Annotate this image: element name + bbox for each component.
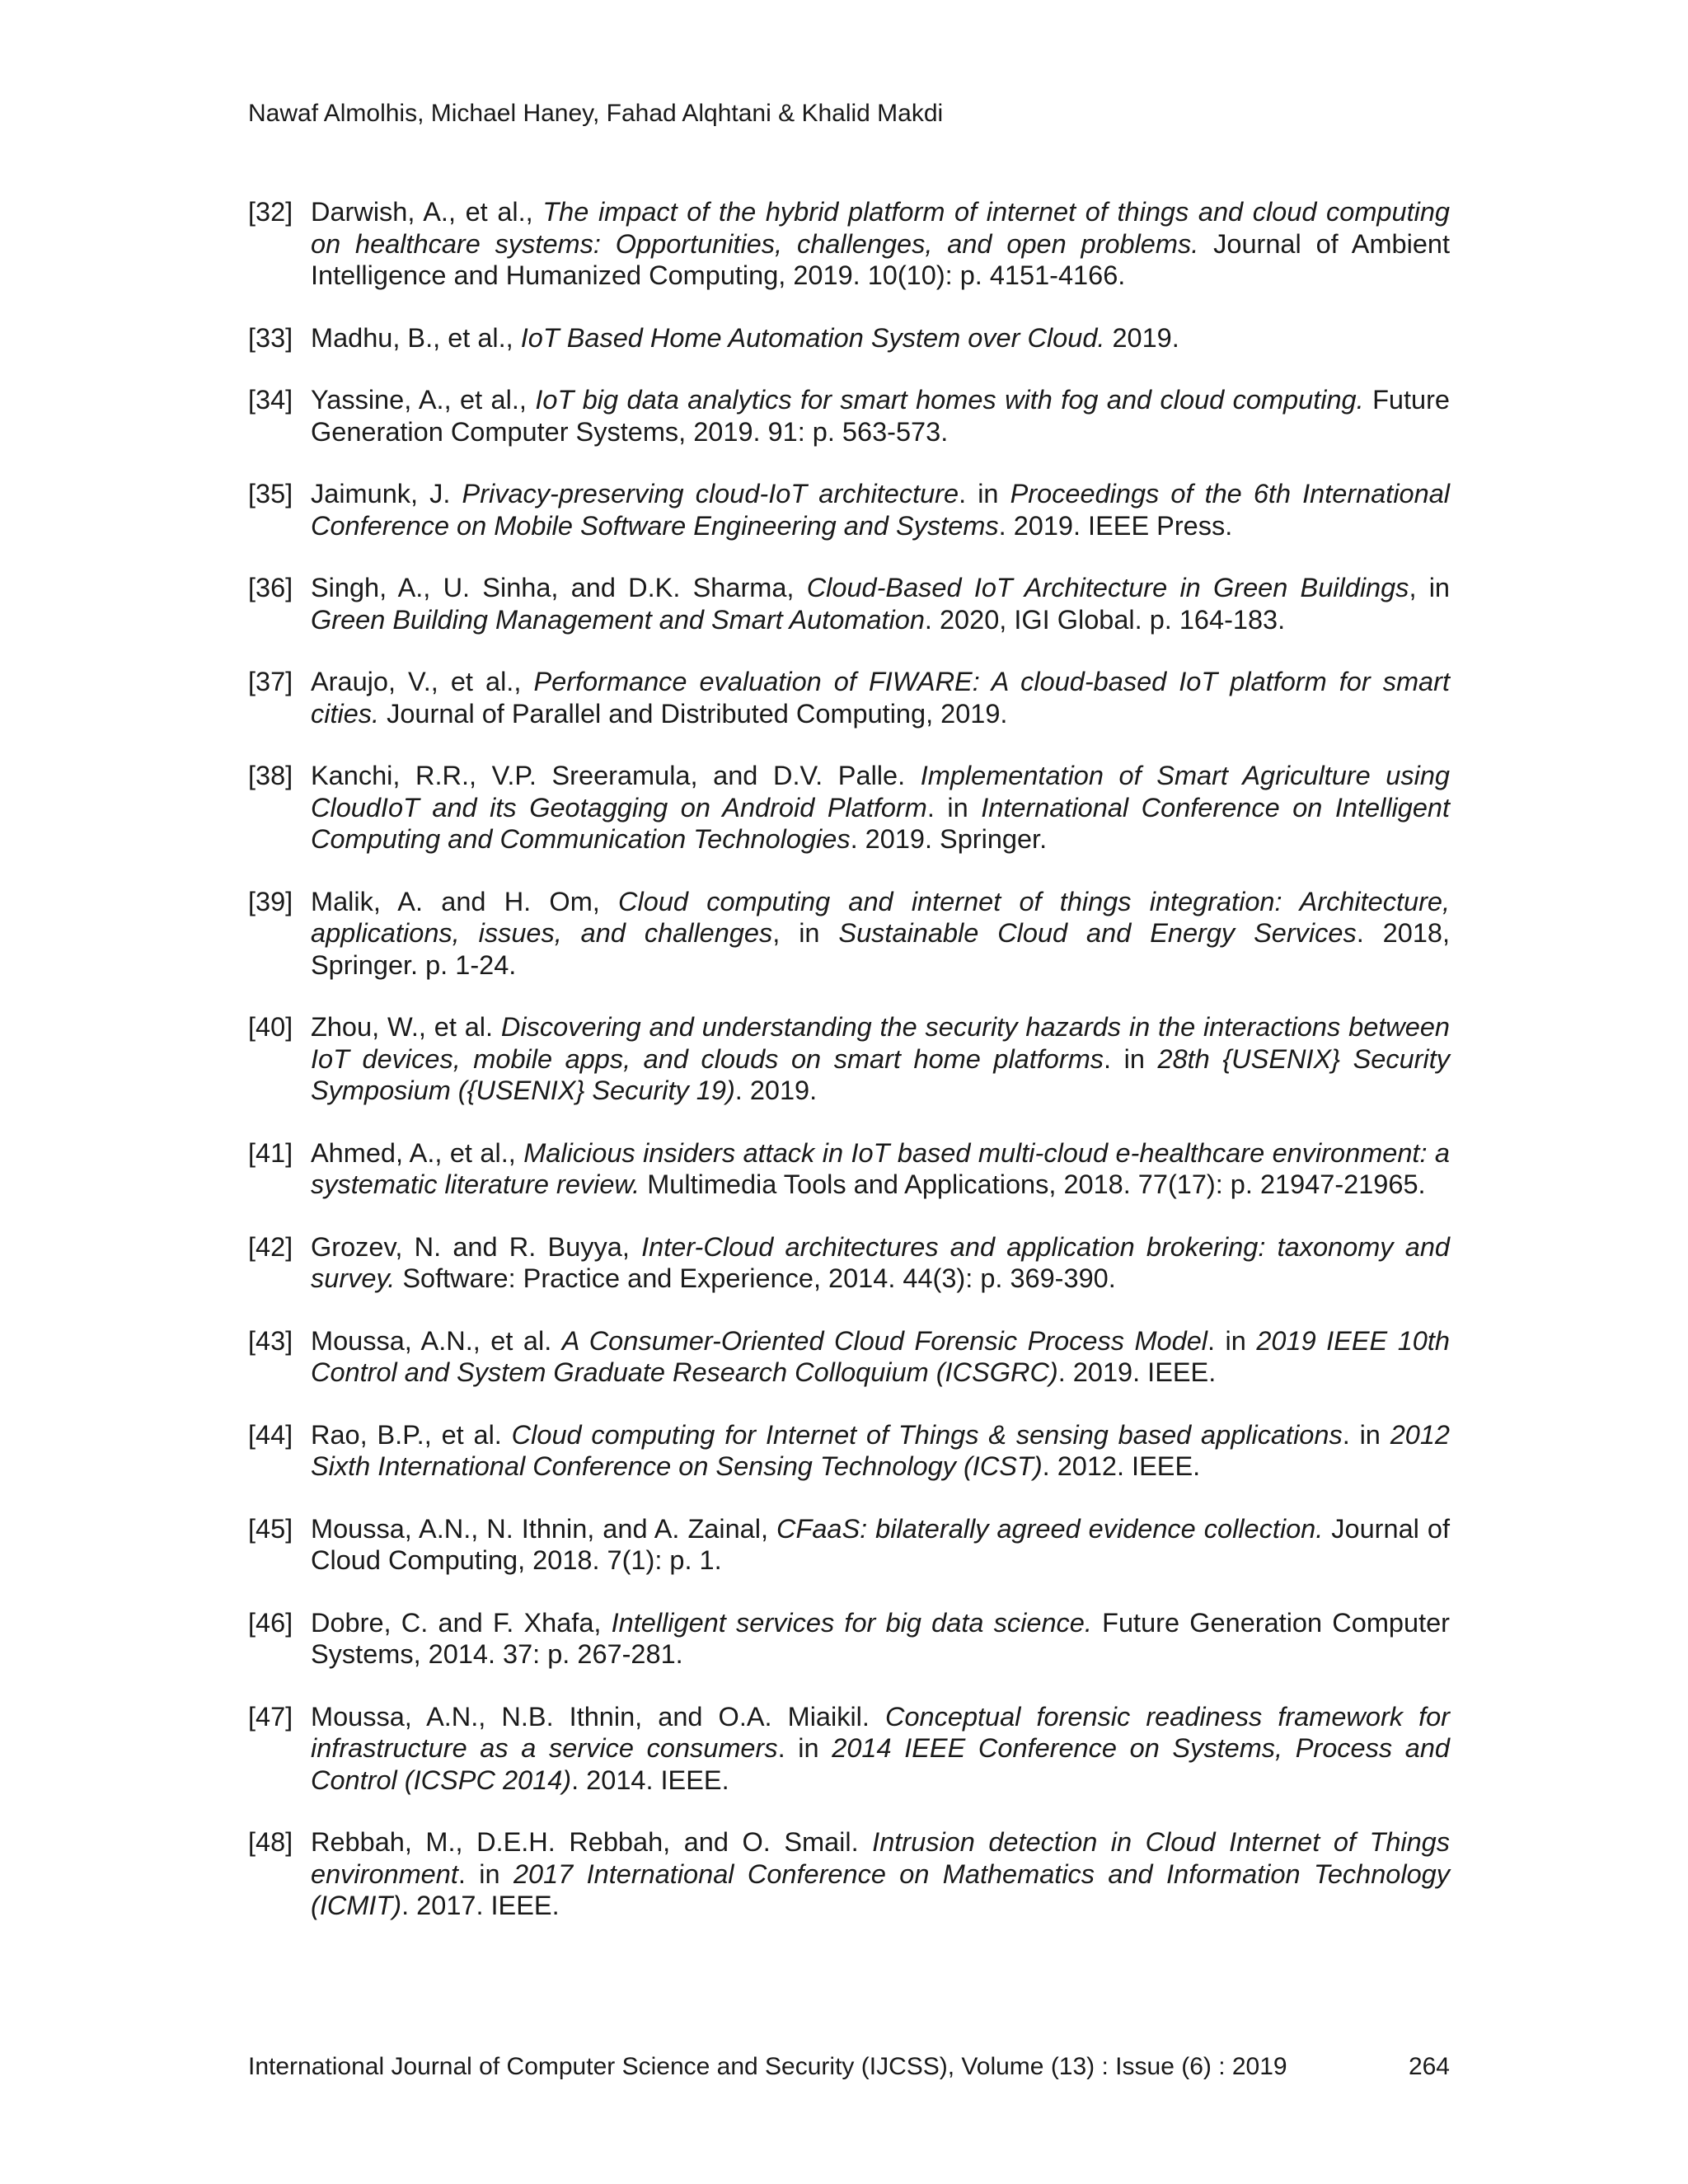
reference-title-segment: Green Building Management and Smart Automation [311, 604, 925, 635]
reference-entry [248, 1011, 1450, 1107]
reference-text [311, 322, 1450, 354]
reference-entry [248, 196, 1450, 292]
reference-title-segment: 2012 Sixth International Conference on Sensing Technology (ICST) [311, 1419, 1451, 1481]
reference-text [311, 1607, 1450, 1671]
reference-title-segment: Cloud computing for Internet of Things & sensing based applications [511, 1419, 1343, 1450]
reference-number: [43] [248, 1325, 293, 1356]
reference-number: [35] [248, 479, 293, 509]
reference-number: [42] [248, 1231, 293, 1262]
reference-title-segment: Implementation of Smart Agriculture using CloudIoT and its Geotagging on Android Platform [311, 761, 1450, 823]
reference-entry [248, 886, 1450, 982]
reference-plain-segment: Future Generation Computer Systems, 2019. 91: p. 563-573. [311, 385, 1450, 447]
reference-plain-segment: . 2017. IEEE. [401, 1891, 560, 1920]
reference-title-segment: Cloud-Based IoT Architecture in Green Buildings [806, 573, 1409, 602]
reference-plain-segment: Moussa, A.N., N. Ithnin, and A. Zainal, [311, 1513, 776, 1544]
reference-entry [248, 1419, 1450, 1483]
reference-entry [248, 572, 1450, 635]
reference-title-segment: International Conference on Intelligent Computing and Communication Technologies [311, 792, 1451, 854]
reference-number: [32] [248, 197, 293, 227]
reference-title-segment: Discovering and understanding the security hazards in the interactions between IoT devices, mobile apps, and clouds on smart home platforms [311, 1012, 1450, 1074]
reference-plain-segment: . 2020, IGI Global. p. 164-183. [924, 604, 1286, 635]
reference-text [311, 1325, 1450, 1389]
reference-title-segment: Inter-Cloud architectures and application brokering: taxonomy and survey. [311, 1231, 1450, 1293]
reference-number: [36] [248, 573, 293, 602]
reference-plain-segment: , in [1409, 573, 1451, 602]
reference-plain-segment: Zhou, W., et al. [311, 1012, 501, 1042]
reference-title-segment: IoT Based Home Automation System over Cloud. [520, 322, 1105, 353]
reference-plain-segment: Ahmed, A., et al., [311, 1137, 524, 1168]
reference-title-segment: Conceptual forensic readiness framework for infrastructure as a service consumers [311, 1701, 1450, 1763]
reference-number: [38] [248, 761, 293, 790]
reference-text [311, 196, 1450, 292]
reference-plain-segment: Journal of Parallel and Distributed Computing, 2019. [379, 698, 1008, 729]
reference-entry [248, 1137, 1450, 1201]
reference-plain-segment: Dobre, C. and F. Xhafa, [311, 1607, 612, 1638]
reference-plain-segment: . 2018, Springer. p. 1-24. [311, 918, 1451, 980]
reference-entry [248, 760, 1450, 855]
reference-text [311, 572, 1450, 635]
reference-text [311, 886, 1450, 982]
reference-text [311, 478, 1450, 541]
reference-number: [39] [248, 886, 293, 916]
reference-number: [37] [248, 667, 293, 696]
reference-plain-segment: Journal of Ambient Intelligence and Humanized Computing, 2019. 10(10): p. 4151-4166. [311, 228, 1451, 290]
reference-text [311, 1513, 1450, 1577]
reference-number: [47] [248, 1701, 293, 1732]
reference-text [311, 1011, 1450, 1107]
reference-plain-segment: Yassine, A., et al., [311, 385, 536, 415]
page-header [248, 97, 943, 130]
reference-text [311, 1701, 1450, 1797]
reference-entry [248, 1826, 1450, 1922]
reference-plain-segment: Future Generation Computer Systems, 2014. 37: p. 267-281. [311, 1607, 1450, 1669]
page-number: 264 [1408, 2053, 1450, 2080]
reference-plain-segment: . in [959, 479, 1010, 509]
reference-title-segment: Performance evaluation of FIWARE: A cloud-based IoT platform for smart cities. [311, 667, 1450, 729]
reference-plain-segment: . in [1342, 1419, 1390, 1450]
reference-title-segment: Privacy-preserving cloud-IoT architecture [462, 479, 959, 509]
reference-title-segment: 2019 IEEE 10th Control and System Graduate Research Colloquium (ICSGRC) [311, 1325, 1450, 1387]
reference-plain-segment: Multimedia Tools and Applications, 2018. 77(17): p. 21947-21965. [640, 1169, 1426, 1199]
reference-title-segment: Cloud computing and internet of things integration: Architecture, applications, issues, and challenges [311, 886, 1450, 948]
reference-plain-segment: Grozev, N. and R. Buyya, [311, 1231, 642, 1262]
reference-plain-segment: Madhu, B., et al., [311, 322, 521, 353]
reference-plain-segment: . in [926, 792, 982, 823]
reference-title-segment: A Consumer-Oriented Cloud Forensic Process Model [561, 1325, 1207, 1356]
reference-number: [48] [248, 1827, 293, 1857]
reference-text [311, 384, 1450, 448]
reference-plain-segment: . 2012. IEEE. [1042, 1451, 1201, 1481]
reference-plain-segment: . 2014. IEEE. [571, 1765, 729, 1795]
reference-plain-segment: Software: Practice and Experience, 2014. 44(3): p. 369-390. [395, 1263, 1116, 1293]
reference-text [311, 1826, 1450, 1922]
reference-title-segment: Malicious insiders attack in IoT based multi-cloud e-healthcare environment: a systematic literature review. [311, 1137, 1450, 1199]
reference-plain-segment: Rao, B.P., et al. [311, 1419, 512, 1450]
page-footer [248, 2050, 1450, 2083]
reference-plain-segment: . 2019. [734, 1076, 818, 1105]
reference-list [248, 196, 1450, 1952]
reference-text [311, 1419, 1450, 1483]
reference-title-segment: CFaaS: bilaterally agreed evidence collection. [776, 1513, 1324, 1544]
reference-text [311, 1231, 1450, 1295]
reference-entry [248, 666, 1450, 729]
reference-plain-segment: Moussa, A.N., et al. [311, 1325, 562, 1356]
reference-number: [33] [248, 322, 293, 353]
reference-plain-segment: Singh, A., U. Sinha, and D.K. Sharma, [311, 573, 807, 602]
reference-title-segment: 2017 International Conference on Mathematics and Information Technology (ICMIT) [311, 1858, 1451, 1920]
reference-plain-segment: . 2019. Springer. [850, 824, 1048, 854]
reference-plain-segment: Malik, A. and H. Om, [311, 886, 619, 916]
reference-title-segment: 28th {USENIX} Security Symposium ({USENIX} Security 19) [311, 1043, 1450, 1105]
reference-title-segment: IoT big data analytics for smart homes with fog and cloud computing. [535, 385, 1364, 415]
reference-entry [248, 1701, 1450, 1797]
reference-title-segment: Intelligent services for big data science. [611, 1607, 1092, 1638]
reference-plain-segment: Darwish, A., et al., [311, 197, 543, 227]
reference-number: [45] [248, 1513, 293, 1544]
reference-entry [248, 1231, 1450, 1295]
reference-plain-segment: Araujo, V., et al., [311, 667, 534, 696]
reference-entry [248, 1513, 1450, 1577]
reference-plain-segment: 2019. [1104, 322, 1179, 353]
reference-plain-segment: Kanchi, R.R., V.P. Sreeramula, and D.V. Palle. [311, 761, 921, 790]
reference-plain-segment: . in [1104, 1043, 1158, 1074]
reference-plain-segment: . in [1207, 1325, 1257, 1356]
reference-number: [41] [248, 1137, 293, 1168]
reference-title-segment: Intrusion detection in Cloud Internet of Things environment [311, 1827, 1451, 1889]
reference-text [311, 666, 1450, 729]
reference-entry [248, 1325, 1450, 1389]
reference-plain-segment: . in [777, 1733, 832, 1763]
reference-plain-segment: . 2019. IEEE Press. [998, 510, 1233, 541]
reference-plain-segment: Journal of Cloud Computing, 2018. 7(1): p. 1. [311, 1513, 1450, 1575]
reference-number: [34] [248, 385, 293, 415]
reference-text [311, 1137, 1450, 1201]
reference-entry [248, 384, 1450, 448]
reference-title-segment: Proceedings of the 6th International Conference on Mobile Software Engineering and Systems [311, 479, 1450, 541]
reference-number: [46] [248, 1607, 293, 1638]
reference-entry [248, 322, 1450, 354]
author-line: Nawaf Almolhis, Michael Haney, Fahad Alqhtani & Khalid Makdi [248, 100, 944, 127]
reference-plain-segment: , in [772, 918, 839, 948]
reference-text [311, 760, 1450, 855]
reference-plain-segment: Moussa, A.N., N.B. Ithnin, and O.A. Miaikil. [311, 1701, 885, 1732]
reference-number: [44] [248, 1419, 293, 1450]
reference-plain-segment: Jaimunk, J. [311, 479, 462, 509]
reference-title-segment: Sustainable Cloud and Energy Services [838, 918, 1357, 948]
reference-plain-segment: Rebbah, M., D.E.H. Rebbah, and O. Smail. [311, 1827, 873, 1857]
reference-entry [248, 1607, 1450, 1671]
reference-title-segment: The impact of the hybrid platform of internet of things and cloud computing on healthcare systems: Opportunities, challenges, and open problems. [311, 197, 1450, 259]
reference-entry [248, 478, 1450, 541]
reference-title-segment: 2014 IEEE Conference on Systems, Process and Control (ICSPC 2014) [311, 1733, 1451, 1795]
reference-plain-segment: . in [457, 1858, 513, 1889]
journal-citation: International Journal of Computer Science and Security (IJCSS), Volume (13) : Issue (6) : 2019 [248, 2053, 1287, 2080]
reference-number: [40] [248, 1012, 293, 1042]
reference-plain-segment: . 2019. IEEE. [1057, 1357, 1217, 1387]
